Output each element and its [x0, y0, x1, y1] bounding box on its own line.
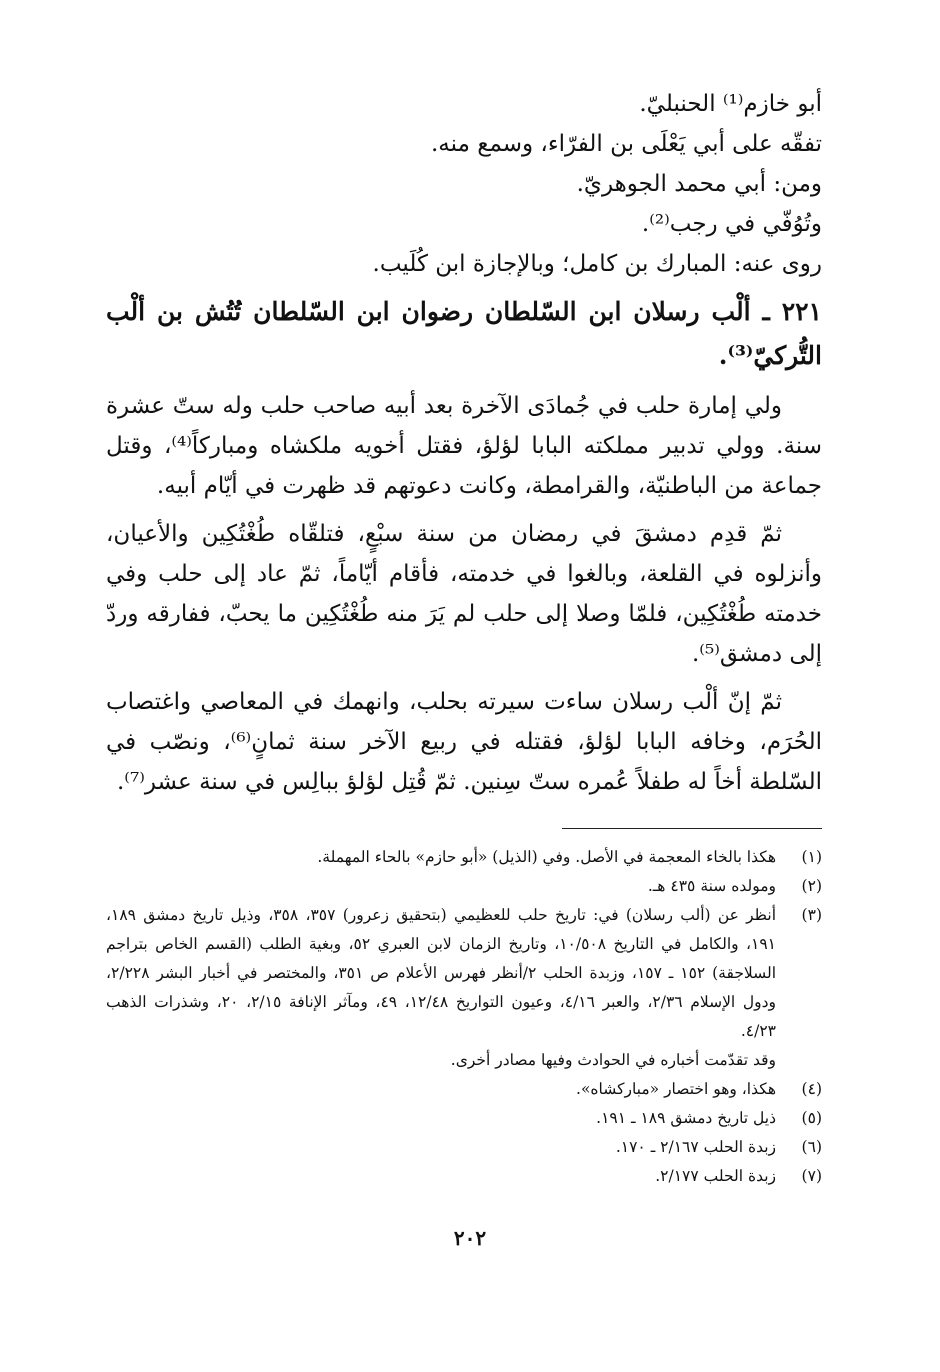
footnote-number: (٤)	[801, 1080, 822, 1098]
footnote	[106, 1104, 822, 1133]
footnote-number: (٣)	[801, 906, 822, 924]
footnote-number: (٢)	[801, 877, 822, 895]
footnote-number: (١)	[801, 848, 822, 866]
intro-line: تفقّه على أبي يَعْلَى بن الفرّاء، وسمع منه.	[430, 131, 822, 157]
intro-line: أبو خازم⁽¹⁾ الحنبليّ.	[639, 91, 822, 117]
footnote-continuation: وقد تقدّمت أخباره في الحوادث وفيها مصادر أخرى.	[450, 1051, 776, 1069]
footnote	[106, 901, 822, 1046]
footnote-text: ذيل تاريخ دمشق ١٨٩ ـ ١٩١.	[596, 1109, 776, 1127]
footnote-text: هكذا بالخاء المعجمة في الأصل. وفي (الذيل) «أبو حازم» بالحاء المهملة.	[317, 848, 776, 866]
footnote	[106, 1162, 822, 1191]
footnote-number: (٥)	[801, 1109, 822, 1127]
intro-line: روى عنه: المبارك بن كامل؛ وبالإجازة ابن كُلَيب.	[372, 251, 822, 277]
footnote-number: (٧)	[801, 1167, 822, 1185]
footnote	[106, 843, 822, 872]
footnote	[106, 1133, 822, 1162]
footnote-text: زبدة الحلب ٢/١٧٧.	[655, 1167, 776, 1185]
intro-line: ومن: أبي محمد الجوهريّ.	[576, 171, 822, 197]
footnote	[106, 872, 822, 901]
footnote-text: زبدة الحلب ٢/١٦٧ ـ ١٧٠.	[615, 1138, 776, 1156]
footnote-text: أنظر عن (ألب رسلان) في: تاريخ حلب للعظيمي (بتحقيق زعرور) ٣٥٧، ٣٥٨، وذيل تاريخ دمشق ١٨٩، ١٩١، والكامل في التاريخ ١٠/٥٠٨، وتاريخ الزمان لابن العبري ٥٢، وبغية الطلب (القسم الخاص بتراجم السلاجقة) ١٥٢ ـ ١٥٧، وزبدة الحلب ٢/أنظر فهرس الأعلام ص ٣٥١، والمختصر في أخبار البشر ٢/٢٢٨، ودول الإسلام ٢/٣٦، والعبر ٤/١٦، وعيون التواريخ ١٢/٤٨، ٤٩، ومآثر الإنافة ٢/١٥، ٢٠، وشذرات الذهب ٤/٢٣.	[106, 906, 777, 1040]
paragraph: ثمّ قدِم دمشقَ في رمضان من سنة سبْعٍ، فتلقّاه طُغْتُكِين والأعيان، وأنزلوه في القلعة، وبالغوا في خدمته، فأقام أيّاماً، ثمّ عاد إلى حلب وفي خدمته طُغْتُكِين، فلمّا وصلا إلى حلب لم يَرَ منه طُغْتُكِين ما يحبّ، ففارقه وردّ إلى دمشق⁽⁵⁾.	[106, 521, 822, 667]
main-text	[106, 84, 822, 802]
page-number: ٢٠٢	[453, 1226, 487, 1250]
paragraph: ثمّ إنّ ألْب رسلان ساءت سيرته بحلب، وانهمك في المعاصي واغتصاب الحُرَم، وخافه البابا لؤلؤ، فقتله في ربيع الآخر سنة ثمانٍ⁽⁶⁾، ونصّب في السّلطة أخاً له طفلاً عُمره ستّ سِنين. ثمّ قُتِل لؤلؤ ببالِس في سنة عشر⁽⁷⁾.	[106, 689, 822, 795]
footnote-separator	[106, 802, 822, 843]
separator-line	[562, 828, 822, 829]
footnote-text: هكذا، وهو اختصار «مباركشاه».	[576, 1080, 776, 1098]
footnote-number: (٦)	[801, 1138, 822, 1156]
paragraph: ولي إمارة حلب في جُمادَى الآخرة بعد أبيه صاحب حلب وله ستّ عشرة سنة. وولي تدبير مملكته البابا لؤلؤ، فقتل أخويه ملكشاه ومباركاً⁽⁴⁾، وقتل جماعة من الباطنيّة، والقرامطة، وكانت دعوتهم قد ظهرت في أيّام أبيه.	[106, 393, 822, 499]
footnote-text: ومولده سنة ٤٣٥ هـ.	[647, 877, 776, 895]
intro-line: وتُوُفّي في رجب⁽²⁾.	[641, 211, 822, 237]
footnote	[106, 1075, 822, 1104]
entry-heading: ٢٢١ ـ ألْب رسلان ابن السّلطان رضوان ابن السّلطان تُتُش بن ألْب التُّركيّ⁽³⁾.	[106, 297, 822, 370]
footnotes	[106, 843, 822, 1191]
